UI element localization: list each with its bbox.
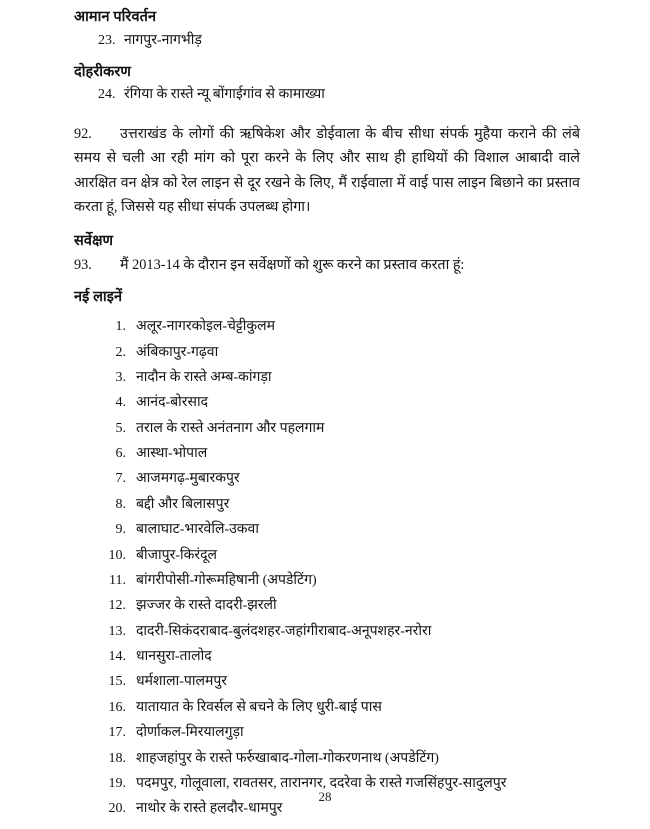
item-text: पदमपुर, गोलूवाला, रावतसर, तारानगर, ददरेवा के रास्ते गजसिंहपुर-सादुलपुर [136, 775, 507, 791]
item-text: नाथोर के रास्ते हलदौर-धामपुर [136, 801, 283, 817]
list-item [98, 314, 580, 339]
item-number: 7. [115, 471, 126, 487]
paragraph-93 [74, 254, 580, 277]
list-item [98, 339, 580, 364]
list-item [74, 31, 580, 51]
list-item [98, 568, 580, 593]
list-item [98, 441, 580, 466]
item-number: 3. [115, 369, 126, 385]
item-number: 16. [108, 699, 126, 715]
list-item [98, 619, 580, 644]
item-text: आस्था-भोपाल [136, 446, 208, 462]
item-text: दोर्णाकल-मिरयालगुड़ा [136, 725, 244, 741]
paragraph-text: उत्तराखंड के लोगों की ऋषिकेश और डोईवाला के बीच सीधा संपर्क मुहैया कराने की लंबे समय से चली आ रही मांग को पूरा करने के लिए और साथ ही हाथियों की विशाल आबादी वाले आरक्षित वन क्षेत्र को रेल लाइन से दूर रखने के लिए, मैं राईवाला में वाई पास लाइन बिछाने का प्रस्ताव करता हूं, जिससे यह सीधा संपर्क उपलब्ध होगा। [74, 125, 580, 216]
item-text: शाहजहांपुर के रास्ते फर्रुखाबाद-गोला-गोकरणनाथ (अपडेटिंग) [136, 750, 439, 766]
subsection-heading-new-lines: नई लाइनें [74, 289, 123, 306]
new-lines-list [74, 314, 580, 822]
entry-number: 23. [98, 32, 116, 48]
item-number: 18. [108, 750, 126, 766]
item-number: 15. [108, 674, 126, 690]
section-heading-surveys: सर्वेक्षण [74, 233, 114, 250]
item-text: दादरी-सिकंदराबाद-बुलंदशहर-जहांगीराबाद-अनूपशहर-नरोरा [136, 623, 432, 639]
item-text: बीजापुर-किरंदूल [136, 547, 218, 563]
item-number: 14. [108, 649, 126, 665]
item-text: झज्जर के रास्ते दादरी-झरली [136, 598, 277, 614]
list-item [98, 745, 580, 770]
item-text: धर्मशाला-पालमपुर [136, 674, 228, 690]
section-heading-gauge-conversion: आमान परिवर्तन [74, 9, 157, 25]
item-number: 4. [115, 395, 126, 411]
paragraph-number: 93. [74, 256, 92, 273]
list-item [98, 593, 580, 618]
item-text: बांगरीपोसी-गोरूमहिषानी (अपडेटिंग) [136, 572, 317, 588]
paragraph-text: मैं 2013-14 के दौरान इन सर्वेक्षणों को शुरू करने का प्रस्ताव करता हूं: [120, 256, 465, 273]
page-content [74, 8, 580, 822]
item-text: आजमगढ़-मुबारकपुर [136, 471, 240, 487]
item-number: 1. [115, 319, 126, 335]
paragraph-92 [74, 122, 580, 220]
item-number: 12. [108, 598, 126, 614]
item-text: बालाघाट-भारवेलि-उकवा [136, 522, 259, 538]
entry-number: 24. [98, 87, 116, 103]
item-number: 9. [115, 522, 126, 538]
item-number: 20. [108, 801, 126, 817]
entry-text: नागपुर-नागभीड़ [124, 32, 202, 48]
list-item [98, 517, 580, 542]
list-item [74, 85, 580, 105]
list-item [98, 492, 580, 517]
item-number: 13. [108, 623, 126, 639]
list-item [98, 644, 580, 669]
list-item [98, 416, 580, 441]
list-item [98, 365, 580, 390]
item-text: अलूर-नागरकोइल-चेट्टीकुलम [136, 319, 275, 335]
item-number: 10. [108, 547, 126, 563]
item-number: 5. [115, 420, 126, 436]
item-number: 17. [108, 725, 126, 741]
item-text: बद्दी और बिलासपुर [136, 496, 230, 512]
section-heading-doubling: दोहरीकरण [74, 63, 131, 80]
list-item [98, 390, 580, 415]
list-item [98, 542, 580, 567]
paragraph-number: 92. [74, 125, 92, 142]
item-number: 6. [115, 446, 126, 462]
item-text: नादौन के रास्ते अम्ब-कांगड़ा [136, 369, 272, 385]
item-number: 8. [115, 496, 126, 512]
list-item [98, 720, 580, 745]
list-item [98, 669, 580, 694]
entry-text: रंगिया के रास्ते न्यू बोंगाईगांव से कामाख्या [124, 87, 325, 103]
item-number: 11. [109, 572, 126, 588]
item-text: अंबिकापुर-गढ़वा [136, 344, 219, 360]
item-text: यातायात के रिवर्सल से बचने के लिए धुरी-बाई पास [136, 699, 382, 715]
item-number: 19. [108, 775, 126, 791]
item-number: 2. [115, 344, 126, 360]
list-item [98, 695, 580, 720]
item-text: धानसुरा-तालोद [136, 649, 212, 665]
item-text: आनंद-बोरसाद [136, 395, 209, 411]
list-item [98, 466, 580, 491]
item-text: तराल के रास्ते अनंतनाग और पहलगाम [136, 420, 325, 436]
page-number: 28 [318, 789, 332, 804]
